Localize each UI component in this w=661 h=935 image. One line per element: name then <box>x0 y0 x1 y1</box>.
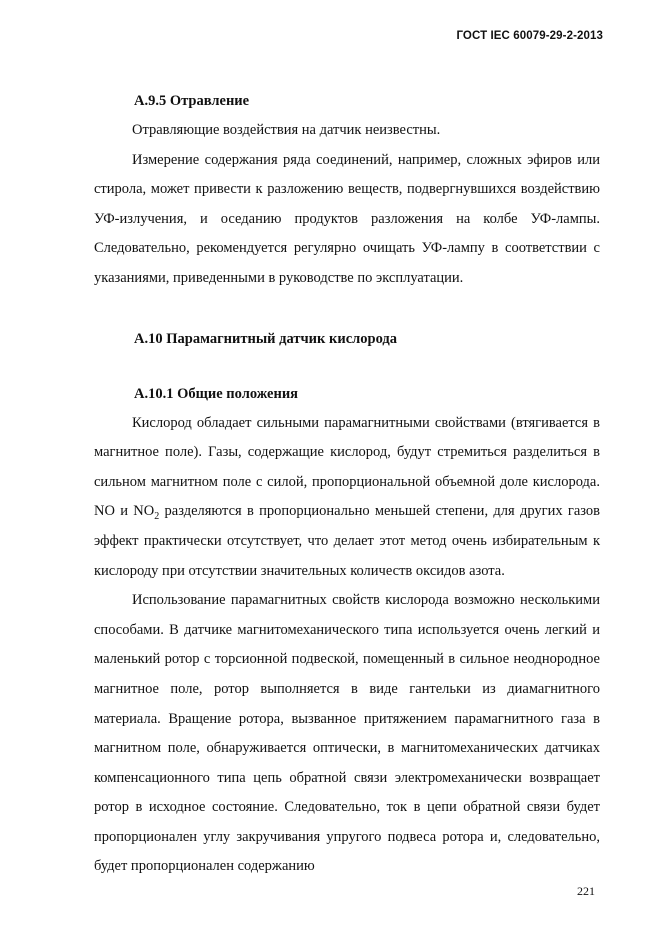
section-heading-a95: А.9.5 Отравление <box>134 93 250 109</box>
section-heading-a101: А.10.1 Общие положения <box>134 385 299 402</box>
paragraph-text: Кислород обладает сильными парамагнитными свойствами (втягивается в магнитное поле). Газы, содержащие кислород, будут стремиться разделиться в сильном магнитном поле с силой, пропорциональной объемной доле кислорода. NO и NO <box>94 414 600 520</box>
paragraph: Отравляющие воздействия на датчик неизвестны. <box>132 122 441 138</box>
page-number: 221 <box>577 884 595 898</box>
paragraph-text: разделяются в пропорционально меньшей степени, для других газов эффект практически отсутствует, что делает этот метод очень избирательным к кислороду при отсутствии значительных количеств оксидов азота. <box>94 503 601 579</box>
page-body <box>94 86 600 882</box>
paragraph: Использование парамагнитных свойств кислорода возможно несколькими способами. В датчике магнитомеханического типа используется очень легкий и маленький ротор с торсионной подвеской, помещенный в сильное неоднородное магнитное поле, ротор выполняется в виде гантельки из диамагнитного материала. Вращение ротора, вызванное притяжением парамагнитного газа в магнитном поле, обнаруживается оптически, в магнитомеханических датчиках компенсационного типа цепь обратной связи электромеханически возвращает ротор в исходное состояние. Следовательно, ток в цепи обратной связи будет пропорционален углу закручивания упругого подвеса ротора и, следовательно, будет пропорционален содержанию <box>94 592 600 875</box>
subscript: 2 <box>154 511 160 523</box>
document-code-header: ГОСТ IEC 60079-29-2-2013 <box>456 30 603 42</box>
paragraph <box>94 409 600 587</box>
paragraph: Измерение содержания ряда соединений, например, сложных эфиров или стирола, может привести к разложению веществ, подвергнувшихся воздействию УФ-излучения, и оседанию продуктов разложения на колбе УФ-лампы. Следовательно, рекомендуется регулярно очищать УФ-лампу в соответствии с указаниями, приведенными в руководстве по эксплуатации. <box>94 151 600 286</box>
section-heading-a10: А.10 Парамагнитный датчик кислорода <box>134 330 398 347</box>
